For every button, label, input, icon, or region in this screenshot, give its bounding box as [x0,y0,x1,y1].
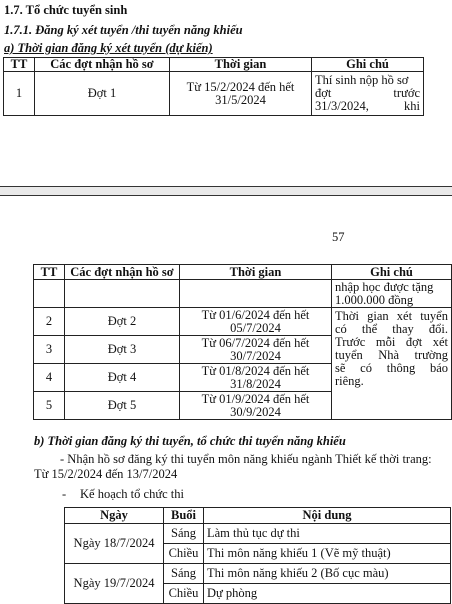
row-tt: 1 [4,72,35,116]
table-row: 2 Đợt 2 Từ 01/6/2024 đến hết 05/7/2024 Thời gian xét tuyển có thể thay đổi. Trước mỗi đợt xét tuyển Nhà trường sẽ có thông báo riêng. [34,308,452,336]
exam-date: Ngày 19/7/2024 [65,564,164,604]
col-header-dot: Các đợt nhận hồ sơ [65,265,180,280]
table-row: Ngày 19/7/2024 Sáng Thi môn năng khiếu 2 (Bố cục màu) [65,564,451,584]
table-row: 5 Đợt 5 Từ 01/9/2024 đến hết 30/9/2024 [34,392,452,420]
col-header-date: Ngày [65,508,164,524]
plan-bullet: - [62,487,67,501]
exam-plan-table [64,507,451,604]
table-row [4,72,424,116]
row-note: Thí sinh nộp hồ sơ đợt trước 31/3/2024, khi [312,72,424,116]
table-row: Ngày 18/7/2024 Sáng Làm thủ tục dự thi [65,524,451,544]
registration-table-2 [33,264,452,420]
col-header-time: Thời gian [170,58,312,72]
col-header-tt: TT [34,265,65,280]
row-note-merged: Thời gian xét tuyển có thể thay đổi. Trước mỗi đợt xét tuyển Nhà trường sẽ có thông báo riêng. [332,308,452,420]
page-number: 57 [332,230,345,244]
table-row: Chiều Thi môn năng khiếu 1 (Vẽ mỹ thuật) [65,544,451,564]
table-row: 4 Đợt 4 Từ 01/8/2024 đến hết 31/8/2024 [34,364,452,392]
page-break-line-2 [0,195,452,196]
row-time: Từ 15/2/2024 đến hết 31/5/2024 [170,72,312,116]
paragraph-exam-plan: Kế hoạch tổ chức thi [80,487,184,501]
table-row [34,280,452,308]
col-header-tt: TT [4,58,35,72]
paragraph-receive-dates: Từ 15/2/2024 đến 13/7/2024 [34,467,178,481]
heading-organization: 1.7. Tổ chức tuyển sinh [4,3,128,17]
heading-registration: 1.7.1. Đăng ký xét tuyển /thi tuyển năng khiếu [4,23,243,37]
table-row: 3 Đợt 3 Từ 06/7/2024 đến hết 30/7/2024 [34,336,452,364]
col-header-dot: Các đợt nhận hồ sơ [35,58,170,72]
col-header-note: Ghi chú [332,265,452,280]
exam-date: Ngày 18/7/2024 [65,524,164,564]
col-header-note: Ghi chú [312,58,424,72]
table-row: Chiều Dự phòng [65,584,451,604]
col-header-session: Buổi [164,508,204,524]
registration-table-1 [3,57,424,116]
col-header-time: Thời gian [180,265,332,280]
col-header-content: Nội dung [204,508,451,524]
row-note-continued: nhập học được tặng 1.000.000 đồng [332,280,452,308]
row-dot: Đợt 1 [35,72,170,116]
section-a-title: a) Thời gian đăng ký xét tuyển (dự kiến) [4,41,213,55]
section-b-title: b) Thời gian đăng ký thi tuyển, tổ chức thi tuyển năng khiếu [34,434,346,448]
page-gap [0,187,452,195]
paragraph-receive-applications: - Nhận hồ sơ đăng ký thi tuyển môn năng khiếu ngành Thiết kế thời trang: [60,452,432,466]
